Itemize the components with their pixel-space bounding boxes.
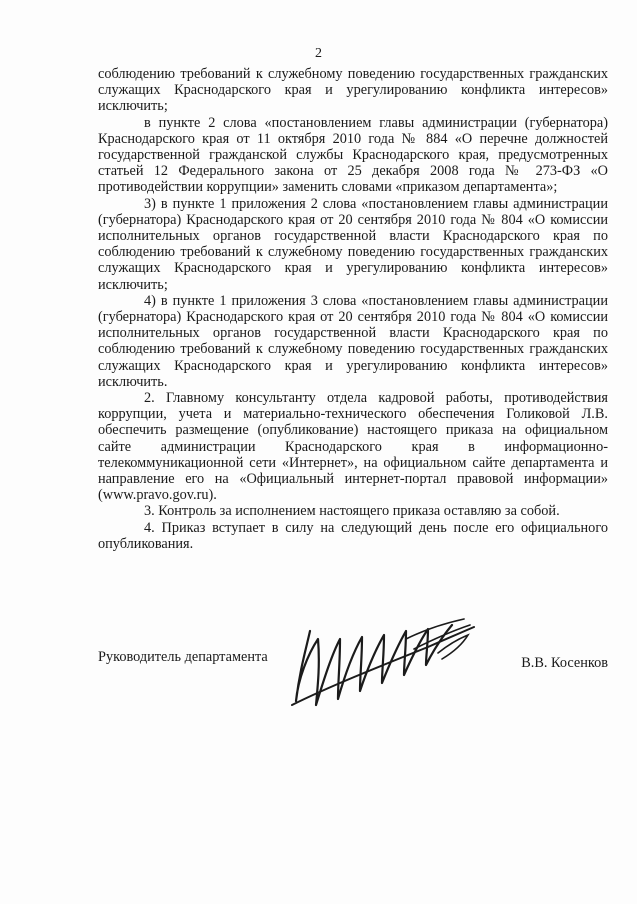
- paragraph-clause-2: 2. Главному консультанту отдела кадровой работы, противодействия коррупции, учета и материально-технического обеспечения Голиковой Л.В. обеспечить размещение (опубликование) настоящего приказа на официальном сайте администрации Краснодарского края в информационно-телекоммуникационной сети «Интернет», на официальном сайте департамента и направление его на «Официальный интернет-портал правовой информации» (www.pravo.gov.ru).: [98, 390, 608, 504]
- handwritten-signature: [288, 609, 478, 719]
- paragraph-item-2: в пункте 2 слова «постановлением главы администрации (губернатора) Краснодарского края от 11 октября 2010 года № 884 «О перечне должностей государственной гражданской службы Краснодарского края, предусмотренных статьей 12 Федерального закона от 25 декабря 2008 года № 273-ФЗ «О противодействии коррупции» заменить словами «приказом департамента»;: [98, 114, 608, 196]
- signature-block: [98, 645, 608, 725]
- paragraph-item-3: 3) в пункте 1 приложения 2 слова «постановлением главы администрации (губернатора) Краснодарского края от 20 сентября 2010 года № 804 «О комиссии исполнительных органов государственной власти Краснодарского края по соблюдению требований к служебному поведению государственных гражданских служащих Краснодарского края и урегулированию конфликта интересов» исключить;: [98, 195, 608, 293]
- paragraph-clause-4: 4. Приказ вступает в силу на следующий день после его официального опубликования.: [98, 519, 608, 552]
- page-number: 2: [315, 46, 322, 61]
- signatory-name: В.В. Косенков: [521, 655, 608, 671]
- paragraph-item-4: 4) в пункте 1 приложения 3 слова «постановлением главы администрации (губернатора) Краснодарского края от 20 сентября 2010 года № 804 «О комиссии исполнительных органов государственной власти Краснодарского края по соблюдению требований к служебному поведению государственных гражданских служащих Краснодарского края и урегулированию конфликта интересов» исключить.: [98, 292, 608, 390]
- paragraph-clause-3: 3. Контроль за исполнением настоящего приказа оставляю за собой.: [144, 503, 560, 520]
- signatory-title: Руководитель департамента: [98, 649, 268, 665]
- document-body: [98, 66, 608, 552]
- paragraph-continuation: соблюдению требований к служебному поведению государственных гражданских служащих Краснодарского края и урегулированию конфликта интересов» исключить;: [98, 66, 608, 115]
